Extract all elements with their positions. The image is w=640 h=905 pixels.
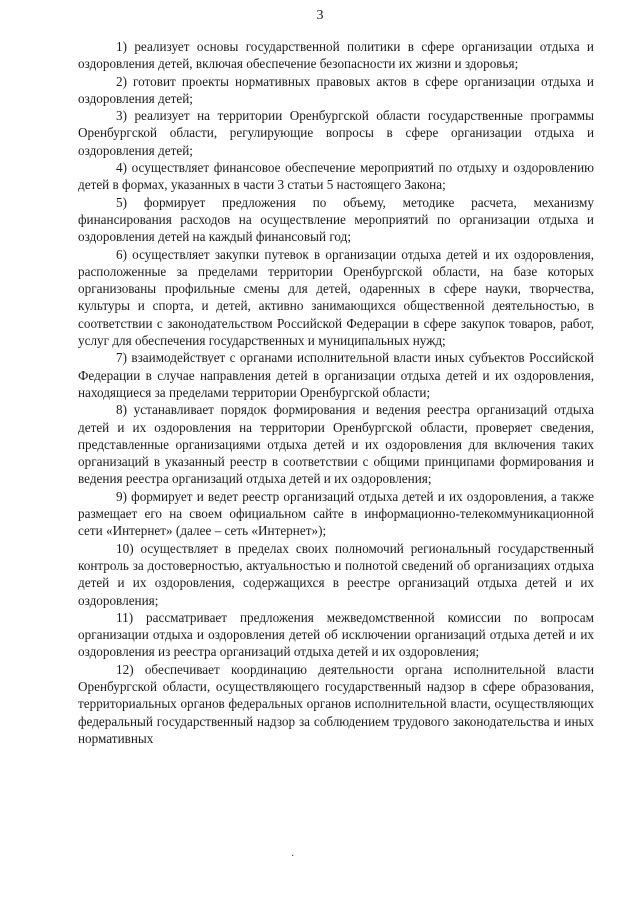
document-body <box>78 38 594 747</box>
paragraph-item-1: 1) реализует основы государственной политики в сфере организации отдыха и оздоровления детей, включая обеспечение безопасности их жизни и здоровья; <box>78 39 594 72</box>
paragraph-item-2: 2) готовит проекты нормативных правовых актов в сфере организации отдыха и оздоровления детей; <box>78 73 594 106</box>
paragraph-item-12: 12) обеспечивает координацию деятельности органа исполнительной власти Оренбургской области, осуществляющего государственный надзор в сфере образования, территориальных органов федеральных органов исполнительной власти, осуществляющих федеральный государственный надзор за соблюдением трудового законодательства и иных нормативных <box>78 661 594 746</box>
paragraph-item-6: 6) осуществляет закупки путевок в организации отдыха детей и их оздоровления, расположенные за пределами территории Оренбургской области, на базе которых организованы профильные смены для детей, одаренных в сфере науки, творчества, культуры и спорта, и детей, активно занимающихся общественной деятельностью, в соответствии с законодательством Российской Федерации в сфере закупок товаров, работ, услуг для обеспечения государственных и муниципальных нужд; <box>78 246 594 349</box>
paragraph-item-10: 10) осуществляет в пределах своих полномочий региональный государственный контроль за достоверностью, актуальностью и полнотой сведений об организациях отдыха детей и их оздоровления, содержащихся в реестре организаций отдыха детей и их оздоровления; <box>78 540 594 608</box>
paragraph-item-7: 7) взаимодействует с органами исполнительной власти иных субъектов Российской Федерации в случае направления детей в организации отдыха детей и их оздоровления, находящиеся за пределами территории Оренбургской области; <box>78 350 594 400</box>
paragraph-item-8: 8) устанавливает порядок формирования и ведения реестра организаций отдыха детей и их оздоровления на территории Оренбургской области, проверяет сведения, представленные организациями отдыха детей и их оздоровления для включения таких организаций в указанный реестр в соответствии с общими принципами формирования и ведения реестра организаций отдыха детей и их оздоровления; <box>78 402 594 487</box>
paragraph-item-3: 3) реализует на территории Оренбургской области государственные программы Оренбургской области, регулирующие вопросы в сфере организации отдыха и оздоровления детей; <box>78 108 594 158</box>
paragraph-item-9: 9) формирует и ведет реестр организаций отдыха детей и их оздоровления, а также размещает его на своем официальном сайте в информационно-телекоммуникационной сети «Интернет» (далее – сеть «Интернет»); <box>78 488 594 539</box>
paragraph-item-5: 5) формирует предложения по объему, методике расчета, механизму финансирования расходов на осуществление мероприятий по организации отдыха и оздоровления детей на каждый финансовый год; <box>78 194 594 245</box>
paragraph-item-11: 11) рассматривает предложения межведомственной комиссии по вопросам организации отдыха и оздоровления детей об исключении организаций отдыха детей и их оздоровления из реестра организаций отдыха детей и их оздоровления; <box>78 609 594 660</box>
paragraph-item-4: 4) осуществляет финансовое обеспечение мероприятий по отдыху и оздоровлению детей в формах, указанных в части 3 статьи 5 настоящего Закона; <box>78 160 594 193</box>
page-number: 3 <box>316 8 324 23</box>
scan-speck: · <box>291 851 295 862</box>
